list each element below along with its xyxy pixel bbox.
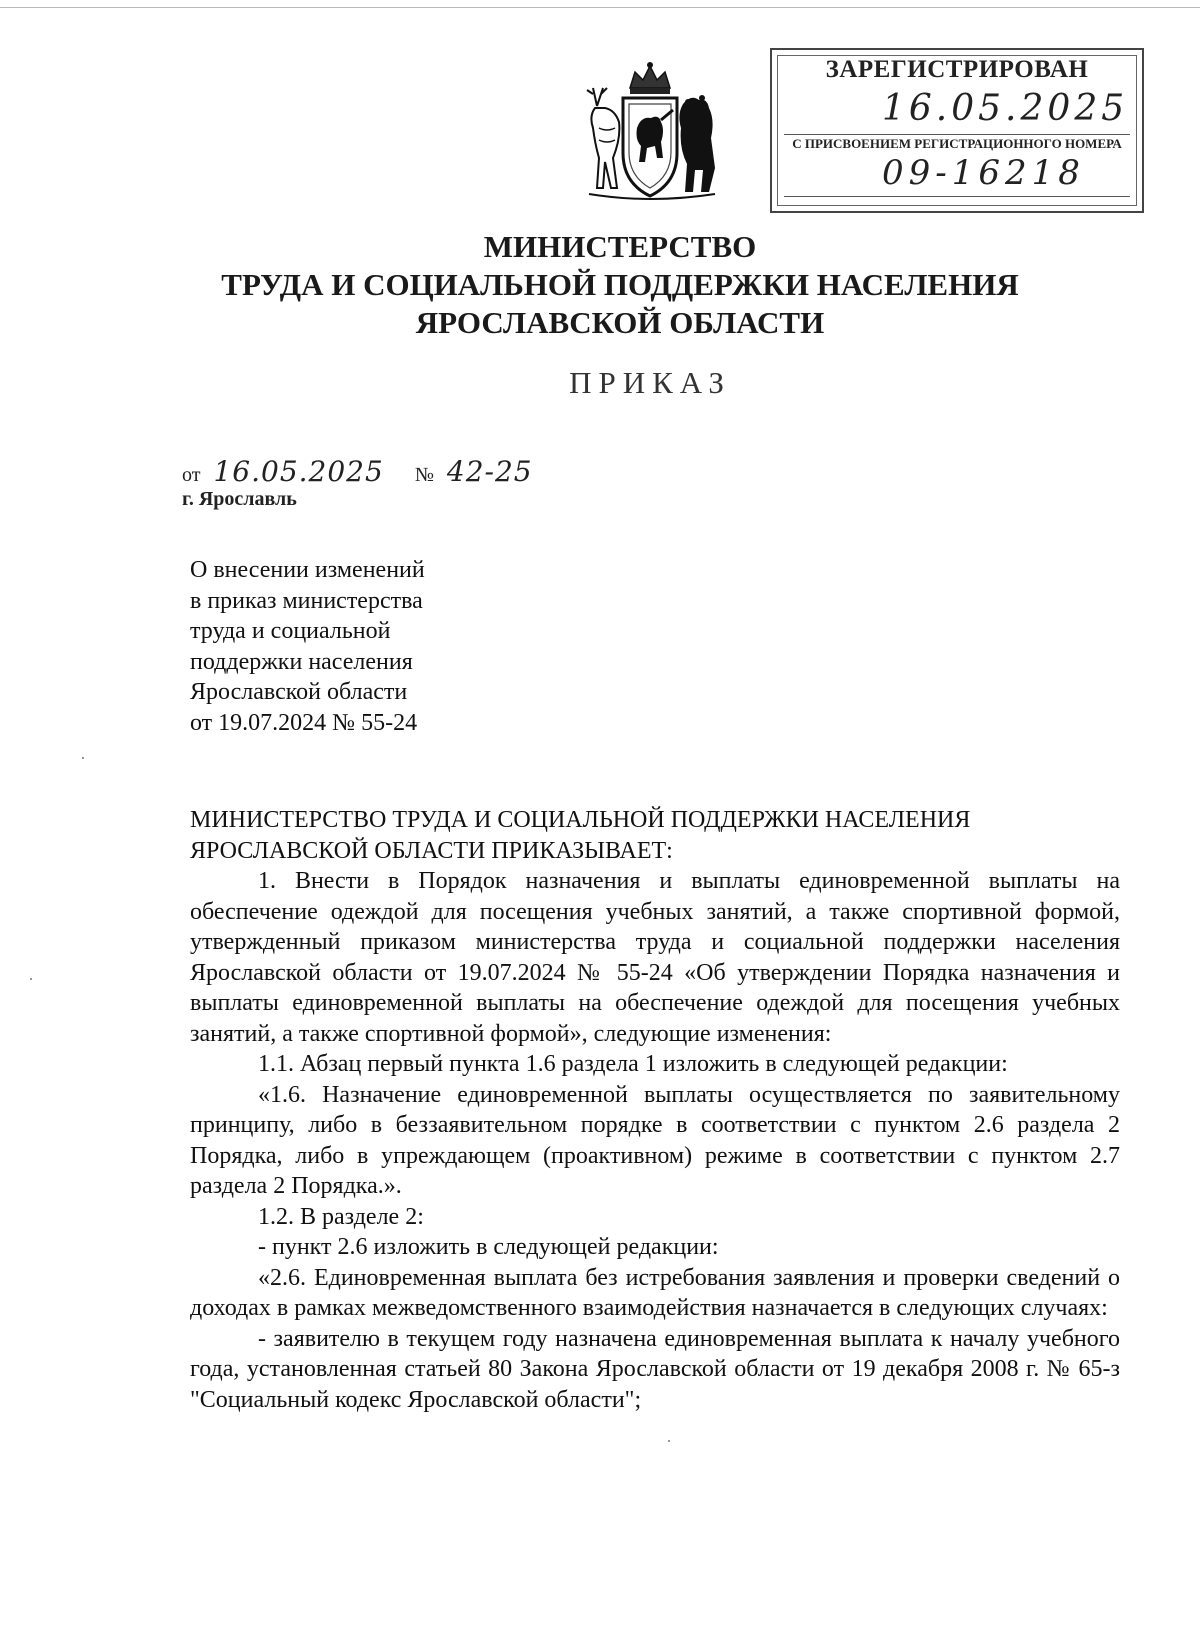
body-paragraph: 1. Внести в Порядок назначения и выплаты единовременной выплаты на обеспечение одеждой для посещения учебных занятий, а также спортивной формой, утвержденный приказом министерства труда и социальной поддержки населения Ярославской области от 19.07.2024 № 55-24 «Об утверждении Порядка назначения и выплаты единовременной выплаты на обеспечение одеждой для посещения учебных занятий, а также спортивной формой», следующие изменения: <box>190 868 1120 1047</box>
subject-line: от 19.07.2024 № 55-24 <box>190 709 418 736</box>
stamp-title: ЗАРЕГИСТРИРОВАН <box>825 56 1089 83</box>
yaroslavl-coat-of-arms-icon <box>575 58 725 208</box>
number-prefix: № <box>414 464 434 486</box>
subject-line: поддержки населения <box>190 648 413 675</box>
order-subject <box>190 555 490 738</box>
registration-stamp <box>770 48 1144 213</box>
scan-border-line <box>0 7 1200 8</box>
order-lead: МИНИСТЕРСТВО ТРУДА И СОЦИАЛЬНОЙ ПОДДЕРЖКИ НАСЕЛЕНИЯ ЯРОСЛАВСКОЙ ОБЛАСТИ ПРИКАЗЫВАЕТ: <box>190 807 971 864</box>
ministry-heading <box>190 228 1050 342</box>
heading-line-2: ТРУДА И СОЦИАЛЬНОЙ ПОДДЕРЖКИ НАСЕЛЕНИЯ <box>221 267 1019 302</box>
subject-line: О внесении изменений <box>190 557 425 583</box>
order-date: 16.05.2025 <box>213 455 384 488</box>
subject-line: труда и социальной <box>190 618 391 644</box>
body-paragraph: - пункт 2.6 изложить в следующей редакции: <box>258 1234 719 1260</box>
scan-speck <box>30 978 32 980</box>
subject-line: в приказ министерства <box>190 587 423 614</box>
order-body <box>190 805 1120 1415</box>
body-paragraph: - заявителю в текущем году назначена единовременная выплата к началу учебного года, установленная статьей 80 Закона Ярославской области от 19 декабря 2008 г. № 65-з "Социальный кодекс Ярославской области"; <box>190 1325 1120 1413</box>
heading-line-1: МИНИСТЕРСТВО <box>483 229 757 264</box>
scan-speck <box>668 1440 670 1442</box>
stamp-handwritten-date: 16.05.2025 <box>882 88 1129 129</box>
document-type: ПРИКАЗ <box>569 365 731 400</box>
stamp-divider <box>784 134 1130 135</box>
scan-speck <box>82 757 84 759</box>
stamp-handwritten-number: 09-16218 <box>882 153 1085 193</box>
stamp-divider <box>784 196 1130 197</box>
body-paragraph: 1.2. В разделе 2: <box>258 1203 424 1230</box>
order-number: 42-25 <box>446 455 533 488</box>
order-city: г. Ярославль <box>182 488 297 510</box>
heading-line-3: ЯРОСЛАВСКОЙ ОБЛАСТИ <box>415 305 825 340</box>
order-date-line <box>182 455 541 488</box>
stamp-subtitle: С ПРИСВОЕНИЕМ РЕГИСТРАЦИОННОГО НОМЕРА <box>792 136 1122 151</box>
date-prefix: от <box>182 464 201 486</box>
subject-line: Ярославской области <box>190 679 408 705</box>
body-paragraph: «2.6. Единовременная выплата без истребования заявления и проверки сведений о доходах в рамках межведомственного взаимодействия назначается в следующих случаях: <box>190 1264 1120 1321</box>
body-paragraph: 1.1. Абзац первый пункта 1.6 раздела 1 изложить в следующей редакции: <box>258 1051 1008 1077</box>
body-paragraph: «1.6. Назначение единовременной выплаты осуществляется по заявительному принципу, либо в беззаявительном порядке в соответствии с пунктом 2.6 раздела 2 Порядка, либо в упреждающем (проактивном) режиме в соответствии с пунктом 2.7 раздела 2 Порядка.». <box>190 1081 1120 1199</box>
